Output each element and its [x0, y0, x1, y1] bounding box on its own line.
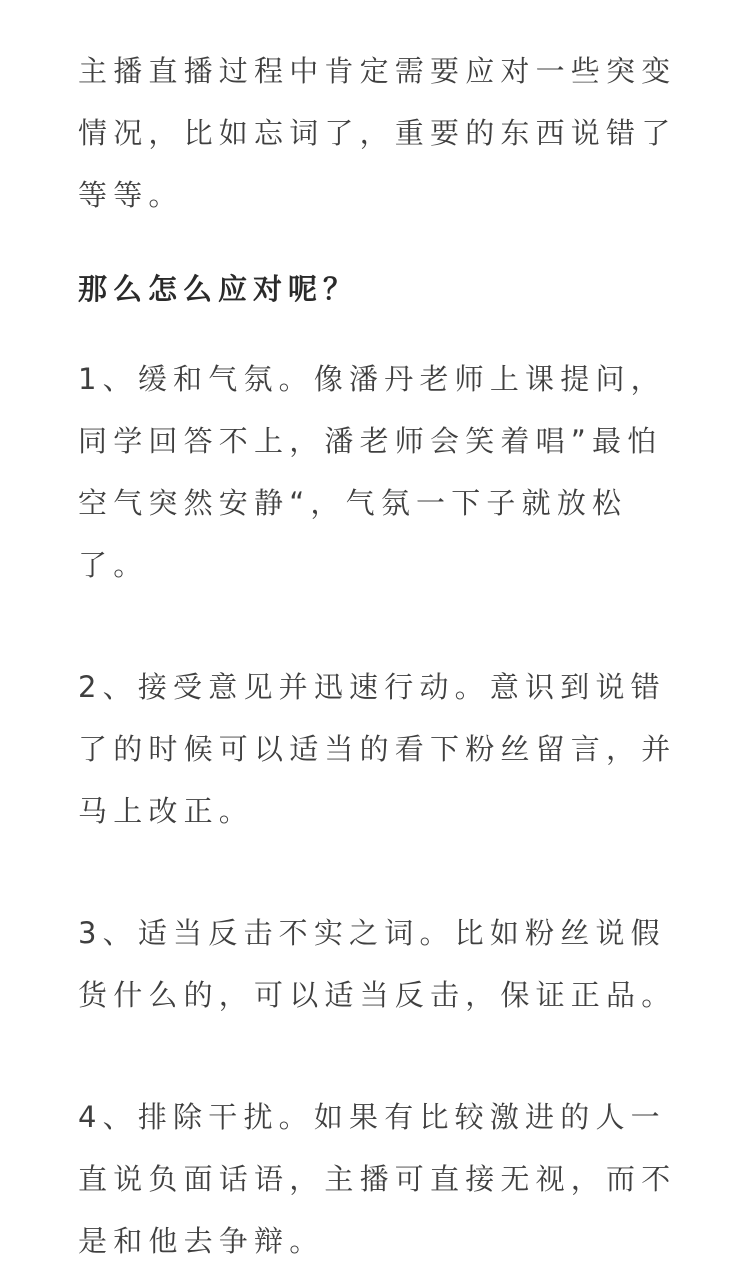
spacer	[78, 1026, 678, 1086]
spacer	[78, 842, 678, 902]
list-item-1: 1、缓和气氛。像潘丹老师上课提问，同学回答不上，潘老师会笑着唱”最怕空气突然安静“，气氛一下子就放松了。	[78, 362, 666, 582]
spacer	[78, 226, 678, 258]
section-heading: 那么怎么应对呢？	[78, 272, 359, 306]
list-item-4: 4、排除干扰。如果有比较激进的人一直说负面话语，主播可直接无视，而不是和他去争辩。	[78, 1100, 677, 1258]
list-item-2: 2、接受意见并迅速行动。意识到说错了的时候可以适当的看下粉丝留言，并马上改正。	[78, 670, 677, 828]
article-body	[78, 40, 678, 1272]
list-item-3: 3、适当反击不实之词。比如粉丝说假货什么的，可以适当反击，保证正品。	[78, 916, 677, 1012]
spacer	[78, 320, 678, 348]
intro-paragraph: 主播直播过程中肯定需要应对一些突变情况，比如忘词了，重要的东西说错了等等。	[78, 54, 677, 212]
spacer	[78, 596, 678, 656]
